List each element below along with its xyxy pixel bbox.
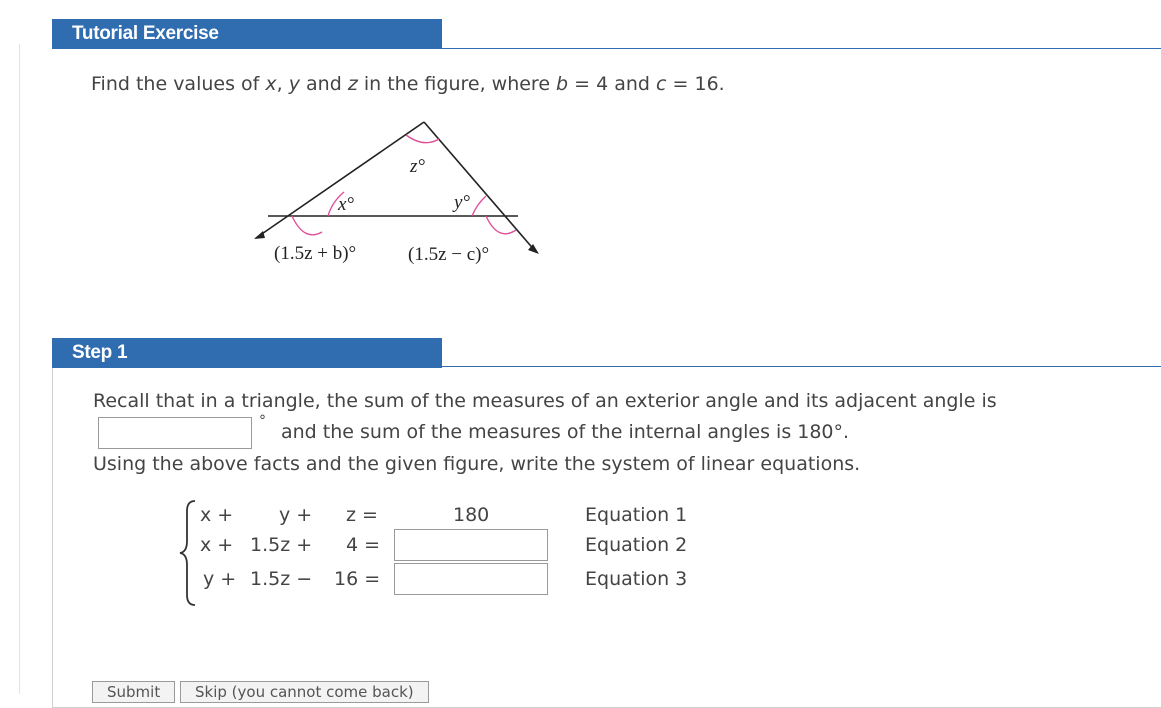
- tutorial-header-line: [442, 48, 1161, 49]
- b-value: = 4 and: [568, 73, 657, 95]
- eq3-term2: 1.5z −: [250, 568, 313, 590]
- step1-line2: and the sum of the measures of the internal angles is 180°.: [281, 421, 850, 443]
- step1-header: Step 1: [52, 338, 442, 368]
- var-z: z: [347, 73, 358, 95]
- tutorial-header: Tutorial Exercise: [52, 19, 442, 49]
- eq1-term3: z =: [346, 504, 378, 526]
- triangle-left-side: [256, 122, 424, 238]
- eq1-label: Equation 1: [585, 504, 688, 526]
- eq2-term3: 4 =: [346, 534, 381, 556]
- eq2-term1: x +: [200, 534, 234, 556]
- eq3-term1: y +: [203, 568, 237, 590]
- skip-button[interactable]: Skip (you cannot come back): [180, 681, 429, 703]
- problem-text-pre: Find the values of: [91, 73, 266, 95]
- system-brace: [178, 499, 198, 607]
- left-exterior-arc: [292, 216, 322, 235]
- right-interior-arc: [472, 196, 486, 216]
- label-x-angle: x°: [338, 194, 355, 215]
- c-value: = 16.: [666, 73, 725, 95]
- eq2-label: Equation 2: [585, 534, 688, 556]
- top-angle-arc: [406, 135, 439, 143]
- label-y-angle: y°: [454, 192, 471, 213]
- problem-comma: ,: [276, 73, 289, 95]
- exterior-sum-input[interactable]: [98, 417, 252, 449]
- eq3-label: Equation 3: [585, 568, 688, 590]
- eq1-rhs: 180: [453, 504, 490, 526]
- label-z-angle: z°: [410, 156, 425, 177]
- problem-statement: [91, 73, 725, 95]
- label-right-exterior: (1.5z − c)°: [408, 244, 490, 265]
- eq3-rhs-input[interactable]: [394, 563, 548, 595]
- left-rule: [19, 44, 20, 694]
- step1-line3: Using the above facts and the given figure, write the system of linear equations.: [93, 453, 861, 475]
- problem-text-mid: in the figure, where: [357, 73, 557, 95]
- step1-line1: Recall that in a triangle, the sum of the measures of an exterior angle and its adjacent angle is: [93, 390, 997, 412]
- var-y: y: [288, 73, 300, 95]
- var-c: c: [656, 73, 667, 95]
- var-b: b: [556, 73, 569, 95]
- degree-mark: °: [259, 413, 266, 429]
- submit-button[interactable]: Submit: [92, 681, 175, 703]
- problem-and: and: [299, 73, 348, 95]
- eq1-term2: y +: [279, 504, 313, 526]
- triangle-figure: [248, 112, 548, 272]
- triangle-right-side: [424, 122, 536, 252]
- right-exterior-arc: [486, 216, 516, 234]
- step1-header-line: [442, 366, 1161, 367]
- eq2-term2: 1.5z +: [250, 534, 313, 556]
- var-x: x: [265, 73, 277, 95]
- eq1-term1: x +: [200, 504, 234, 526]
- eq3-term3: 16 =: [334, 568, 381, 590]
- label-left-exterior: (1.5z + b)°: [274, 243, 357, 264]
- eq2-rhs-input[interactable]: [394, 529, 548, 561]
